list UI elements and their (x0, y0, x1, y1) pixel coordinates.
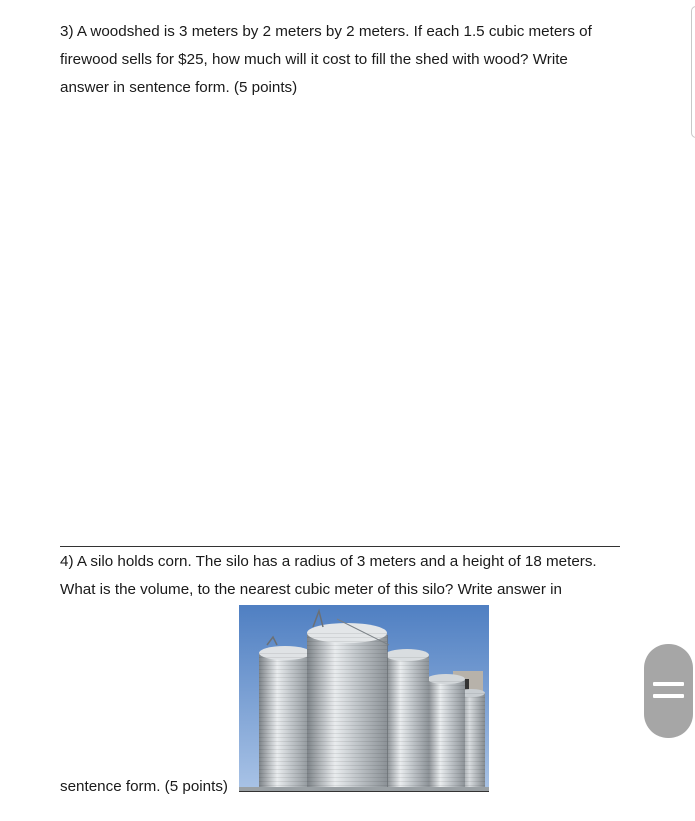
question-4-line-2: What is the volume, to the nearest cubic meter of this silo? Write answer in (60, 581, 562, 598)
silo-4 (427, 674, 465, 791)
question-4-line-3: sentence form. (5 points) (60, 778, 228, 795)
question-4-line-1: 4) A silo holds corn. The silo has a radius of 3 meters and a height of 18 meters. (60, 553, 597, 570)
grain-silos-photo (239, 605, 489, 792)
page-edge-tab (691, 6, 695, 138)
question-divider (60, 546, 620, 547)
scroll-handle[interactable] (644, 644, 693, 738)
question-3-line-2: firewood sells for $25, how much will it cost to fill the shed with wood? Write (60, 51, 568, 68)
question-3-line-1: 3) A woodshed is 3 meters by 2 meters by 2 meters. If each 1.5 cubic meters of (60, 23, 592, 40)
silo-3 (385, 635, 429, 791)
silo-2 (307, 611, 389, 791)
question-3-line-3: answer in sentence form. (5 points) (60, 79, 298, 96)
silo-1 (259, 637, 311, 791)
